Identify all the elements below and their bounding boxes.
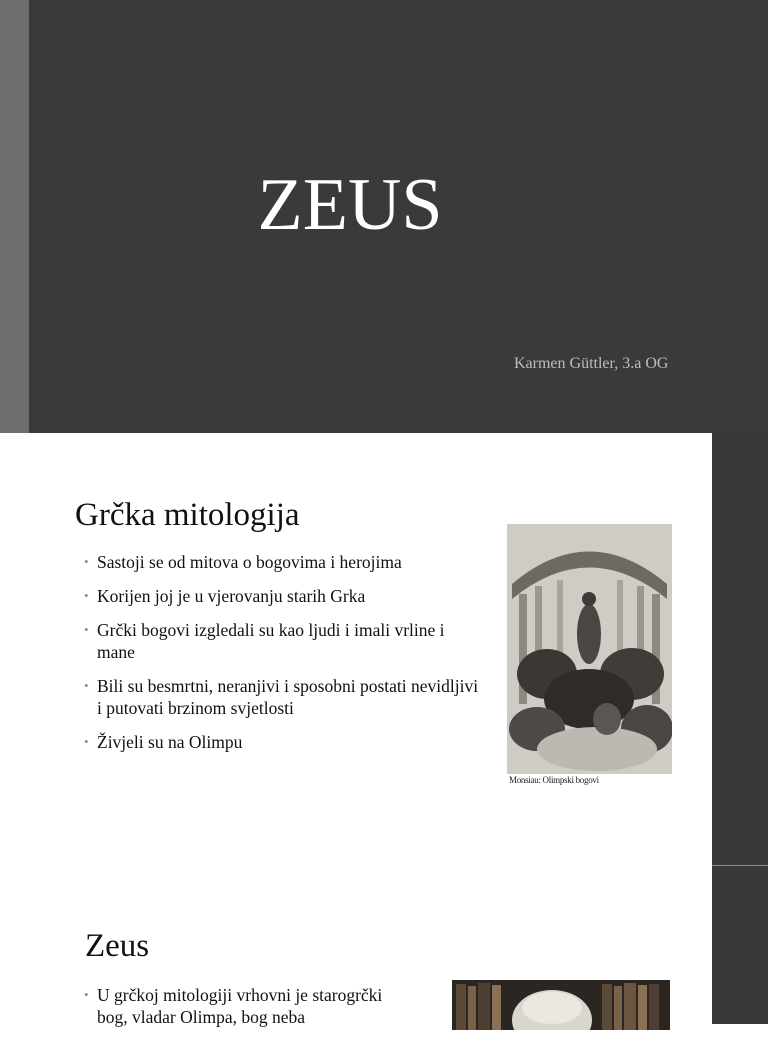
slide-heading: Zeus: [85, 928, 150, 964]
title-slide: [0, 0, 768, 433]
slide-separator: [712, 865, 768, 866]
bullet-item: • Korijen joj je u vjerovanju starih Grka: [84, 585, 484, 607]
slide-greek-mythology: [0, 433, 712, 863]
bullet-item: • Živjeli su na Olimpu: [84, 731, 484, 753]
slide-subtitle: Karmen Güttler, 3.a OG: [514, 355, 669, 372]
bullet-item: • Bili su besmrtni, neranjivi i sposobni postati nevidljivi i putovati brzinom svjetlosti: [84, 675, 484, 719]
slide-title: ZEUS: [257, 164, 443, 246]
bullet-item: • Sastoji se od mitova o bogovima i herojima: [84, 551, 484, 573]
bullet-item: • U grčkoj mitologiji vrhovni je starogrčki bog, vladar Olimpa, bog neba: [84, 984, 414, 1028]
background-margin: [712, 433, 768, 1024]
zeus-bust-photo: [452, 980, 670, 1030]
image-caption: Monsiau: Olimpski bogovi: [509, 775, 599, 785]
bullet-item: • Grčki bogovi izgledali su kao ljudi i imali vrline i mane: [84, 619, 484, 663]
slide-heading: Grčka mitologija: [75, 497, 300, 533]
olympian-gods-engraving: [507, 524, 672, 774]
slide-zeus: [0, 866, 712, 1027]
bullet-list: [84, 984, 414, 1040]
bullet-list: [84, 551, 484, 765]
